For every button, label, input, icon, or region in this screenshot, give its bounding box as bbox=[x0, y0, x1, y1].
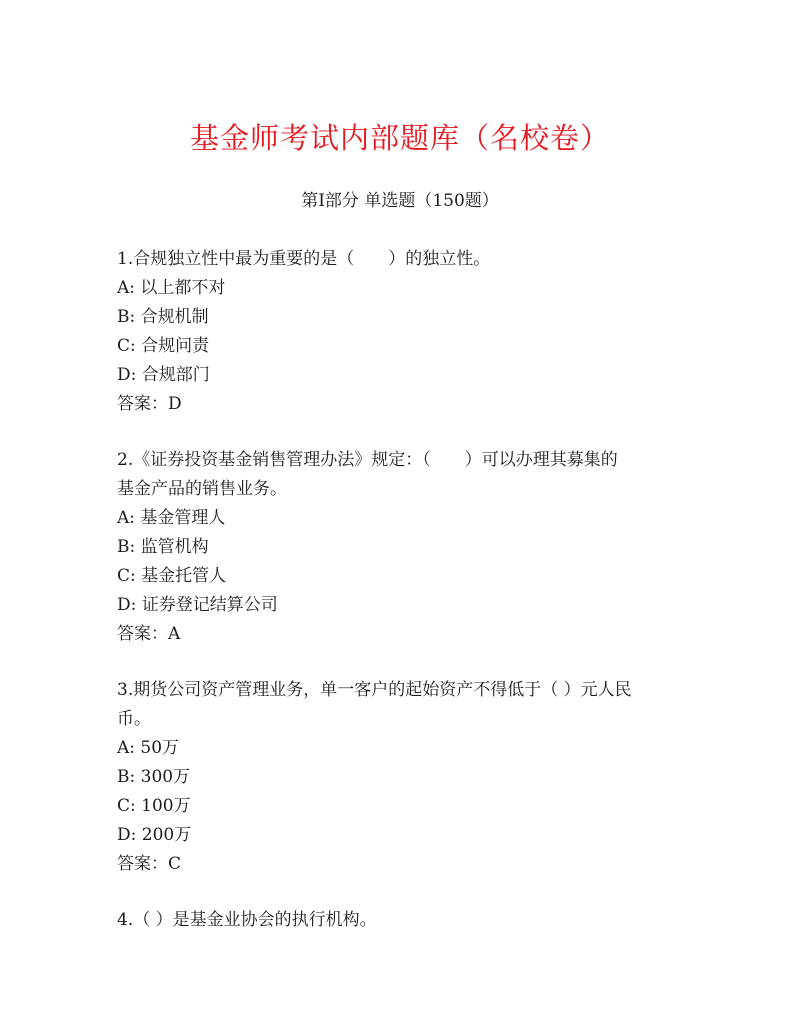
option-d: D: 合规部门 bbox=[117, 365, 210, 385]
option-b: B: 300万 bbox=[117, 767, 191, 787]
option-b: B: 监管机构 bbox=[117, 537, 209, 557]
option-d: D: 200万 bbox=[117, 825, 192, 845]
answer: 答案：C bbox=[117, 854, 182, 874]
option-d: D: 证券登记结算公司 bbox=[117, 595, 278, 615]
question-4 bbox=[117, 906, 687, 935]
stem-line: 3.期货公司资产管理业务，单一客户的起始资产不得低于（ ）元人民 bbox=[117, 680, 632, 700]
stem-line: 币。 bbox=[117, 709, 151, 729]
question-3 bbox=[117, 676, 687, 879]
question-1 bbox=[117, 245, 687, 419]
document-title: 基金师考试内部题库（名校卷） bbox=[189, 121, 610, 155]
option-c: C: 100万 bbox=[117, 796, 191, 816]
question-stem bbox=[117, 245, 687, 274]
stem-line: 2.《证券投资基金销售管理办法》规定：（ ）可以办理其募集的 bbox=[117, 450, 618, 470]
option-c: C: 基金托管人 bbox=[117, 566, 227, 586]
answer: 答案：A bbox=[117, 624, 181, 644]
section-heading: 第I部分 单选题（150题） bbox=[301, 191, 499, 211]
option-a: A: 以上都不对 bbox=[117, 278, 226, 298]
stem-line: 1.合规独立性中最为重要的是（ ）的独立性。 bbox=[117, 249, 491, 269]
option-b: B: 合规机制 bbox=[117, 307, 209, 327]
option-c: C: 合规问责 bbox=[117, 336, 210, 356]
question-2 bbox=[117, 446, 687, 649]
option-a: A: 50万 bbox=[117, 738, 180, 758]
stem-line: 4.（ ）是基金业协会的执行机构。 bbox=[117, 910, 377, 930]
question-stem bbox=[117, 676, 687, 734]
option-a: A: 基金管理人 bbox=[117, 508, 226, 528]
question-stem bbox=[117, 446, 687, 504]
stem-line: 基金产品的销售业务。 bbox=[117, 479, 287, 499]
answer: 答案：D bbox=[117, 394, 182, 414]
question-stem bbox=[117, 906, 687, 935]
